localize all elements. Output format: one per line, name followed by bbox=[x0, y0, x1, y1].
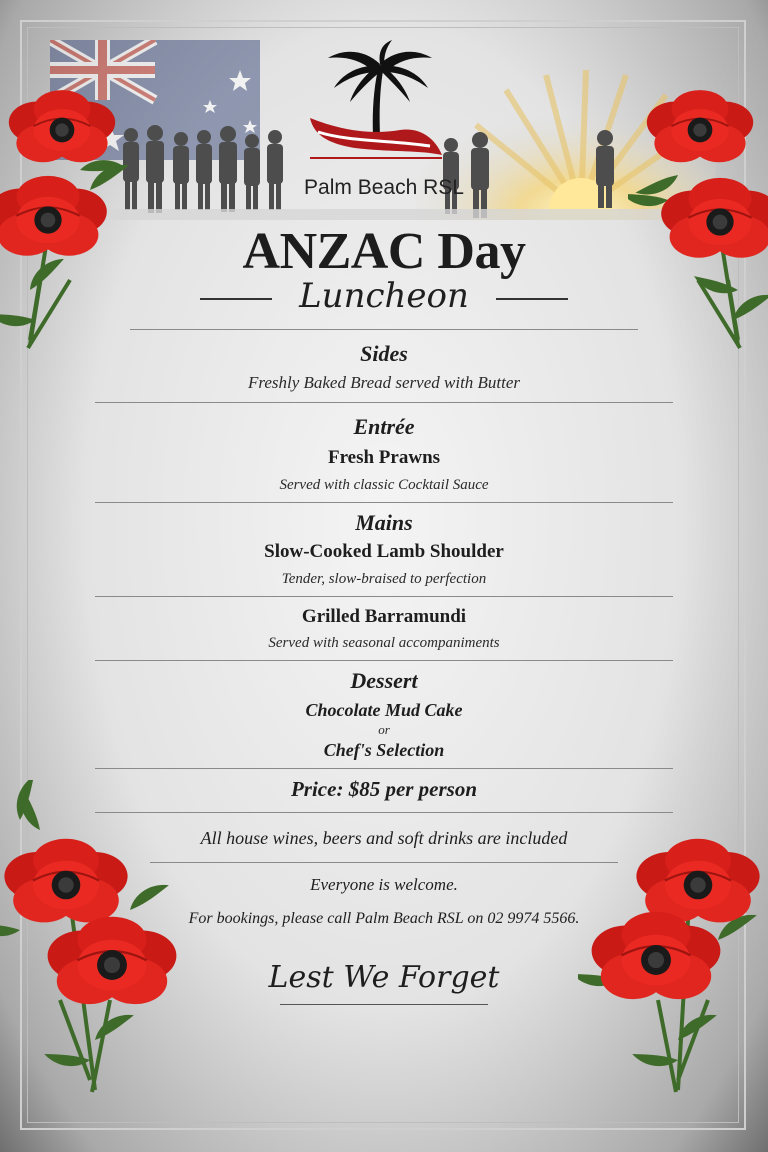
signature-underline bbox=[280, 1004, 488, 1005]
poppy-bouquet-top-right-icon bbox=[628, 80, 768, 350]
mains-desc-1: Tender, slow-braised to perfection bbox=[281, 571, 487, 587]
welcome-note: Everyone is welcome. bbox=[310, 875, 458, 894]
entree-desc: Served with classic Cocktail Sauce bbox=[279, 477, 489, 493]
sides-heading: Sides bbox=[360, 341, 408, 366]
dessert-item-1: Chocolate Mud Cake bbox=[305, 700, 463, 720]
entree-heading: Entrée bbox=[353, 414, 415, 439]
divider bbox=[95, 596, 673, 597]
mains-desc-2: Served with seasonal accompaniments bbox=[268, 635, 500, 651]
poppy-bouquet-top-left-icon bbox=[0, 80, 140, 350]
bookings-note: For bookings, please call Palm Beach RSL on 02 9974 5566. bbox=[188, 910, 580, 927]
closing-signature: Lest We Forget bbox=[268, 960, 500, 995]
subtitle-rule-right bbox=[496, 298, 568, 300]
poppy-bouquet-bottom-right-icon bbox=[578, 830, 768, 1100]
divider bbox=[95, 768, 673, 769]
dessert-or: or bbox=[378, 722, 390, 737]
page-title: ANZAC Day bbox=[242, 223, 526, 280]
sides-desc: Freshly Baked Bread served with Butter bbox=[247, 373, 521, 392]
entree-item: Fresh Prawns bbox=[327, 447, 441, 468]
divider bbox=[130, 329, 638, 330]
mains-heading: Mains bbox=[355, 510, 413, 535]
divider bbox=[95, 660, 673, 661]
dessert-heading: Dessert bbox=[350, 668, 418, 693]
page-subtitle: Luncheon bbox=[299, 276, 469, 316]
drinks-note: All house wines, beers and soft drinks are included bbox=[200, 828, 568, 848]
dessert-item-2: Chef's Selection bbox=[323, 740, 445, 760]
mains-item-2: Grilled Barramundi bbox=[301, 606, 467, 627]
divider bbox=[95, 402, 673, 403]
club-name: Palm Beach RSL bbox=[304, 176, 464, 199]
mains-item-1: Slow-Cooked Lamb Shoulder bbox=[264, 541, 504, 562]
subtitle-block bbox=[200, 276, 568, 320]
poppy-bouquet-bottom-left-icon bbox=[0, 780, 190, 1100]
divider bbox=[150, 862, 618, 863]
divider bbox=[95, 502, 673, 503]
palm-tree-logo-icon bbox=[300, 40, 450, 175]
price: Price: $85 per person bbox=[290, 777, 478, 801]
